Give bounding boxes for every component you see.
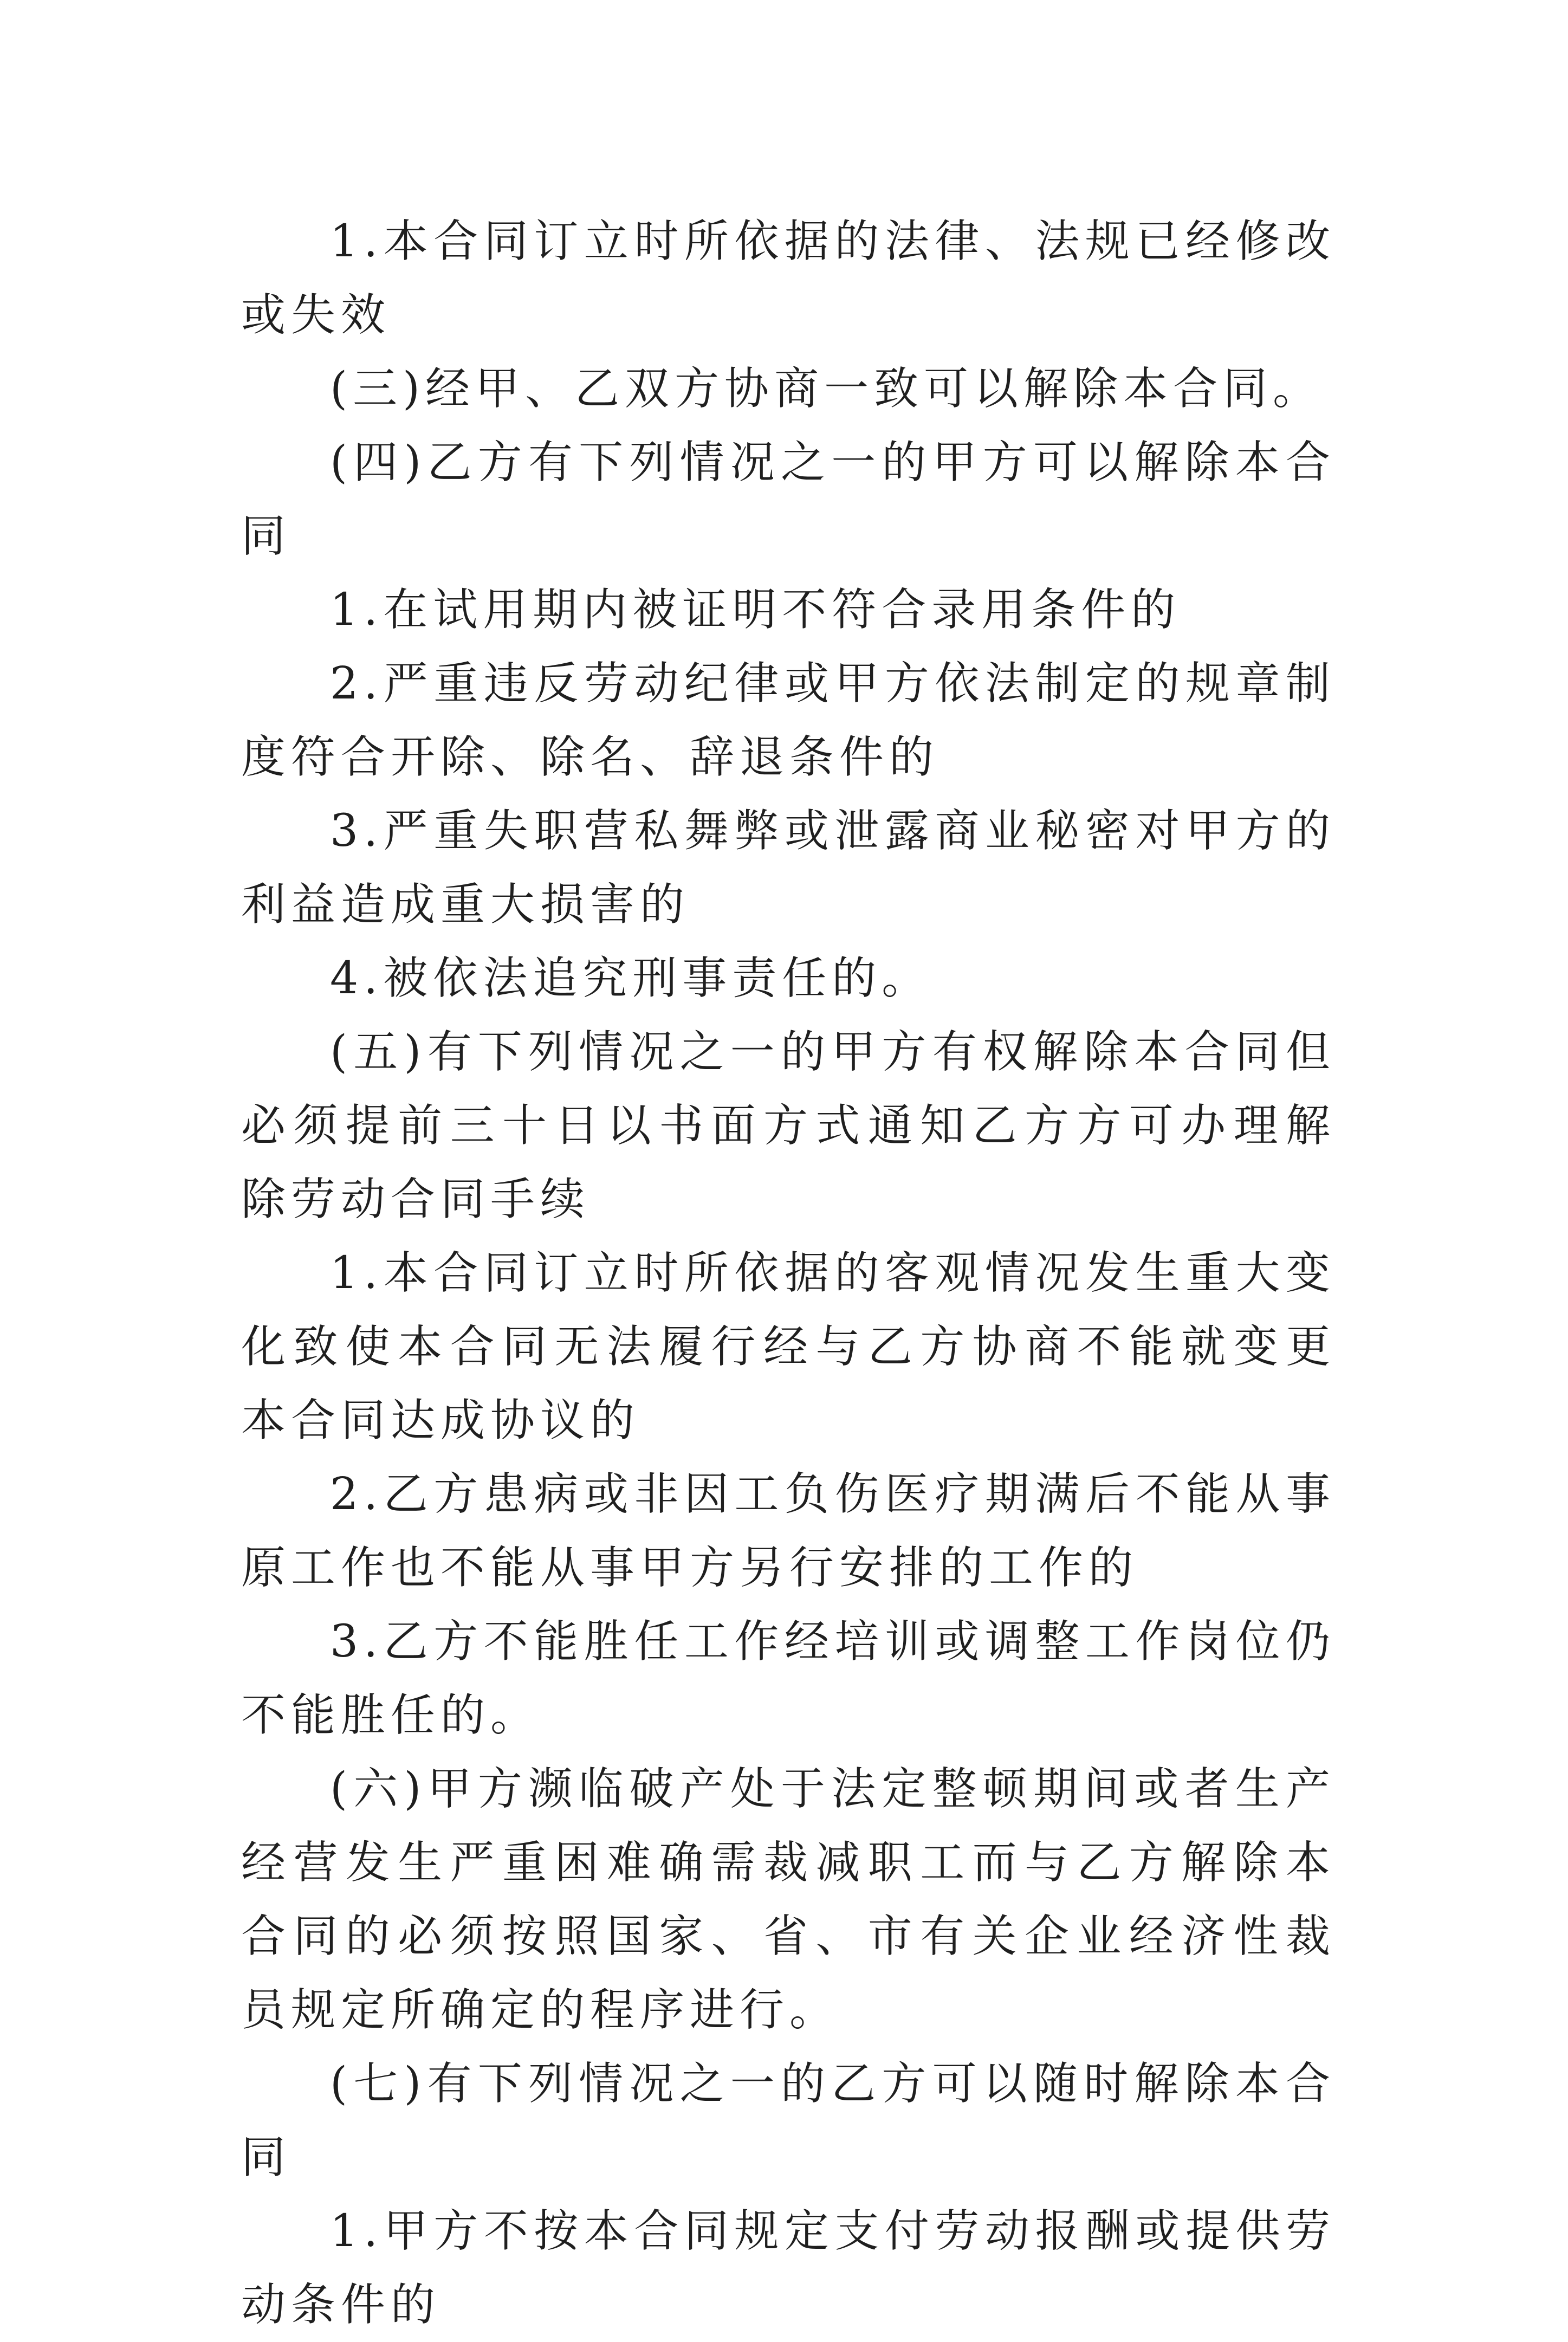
paragraph-unpaid-or-conditions: 1.甲方不按本合同规定支付劳动报酬或提供劳动条件的 [241,2205,1336,2331]
paragraph-employer-may-terminate-heading: (四)乙方有下列情况之一的甲方可以解除本合同 [241,437,1336,562]
paragraph-notice-termination-heading: (五)有下列情况之一的甲方有权解除本合同但必须提前三十日以书面方式通知乙方方可办理解除劳动合同手续 [241,1026,1336,1225]
paragraph-illness-injury: 2.乙方患病或非因工负伤医疗期满后不能从事原工作也不能从事甲方另行安排的工作的 [241,1468,1336,1594]
paragraph-serious-misconduct: 3.严重失职营私舞弊或泄露商业秘密对甲方的利益造成重大损害的 [241,805,1336,930]
paragraph-probation-failure: 1.在试用期内被证明不符合录用条件的 [330,584,1181,636]
contract-text-body [241,205,1336,2342]
paragraph-economic-layoff: (六)甲方濒临破产处于法定整顿期间或者生产经营发生严重困难确需裁减职工而与乙方解除本合同的必须按照国家、省、市有关企业经济性裁员规定所确定的程序进行。 [241,1763,1336,2036]
paragraph-mutual-termination: (三)经甲、乙双方协商一致可以解除本合同。 [330,363,1323,415]
paragraph-serious-violation: 2.严重违反劳动纪律或甲方依法制定的规章制度符合开除、除名、辞退条件的 [241,658,1336,783]
paragraph-law-change: 1.本合同订立时所依据的法律、法规已经修改或失效 [241,216,1336,341]
paragraph-criminal-liability: 4.被依法追究刑事责任的。 [330,953,932,1004]
paragraph-employee-may-terminate-heading: (七)有下列情况之一的乙方可以随时解除本合同 [241,2058,1336,2183]
paragraph-incompetence: 3.乙方不能胜任工作经培训或调整工作岗位仍不能胜任的。 [241,1616,1336,1741]
paragraph-objective-change: 1.本合同订立时所依据的客观情况发生重大变化致使本合同无法履行经与乙方协商不能就变更本合同达成协议的 [241,1247,1336,1446]
